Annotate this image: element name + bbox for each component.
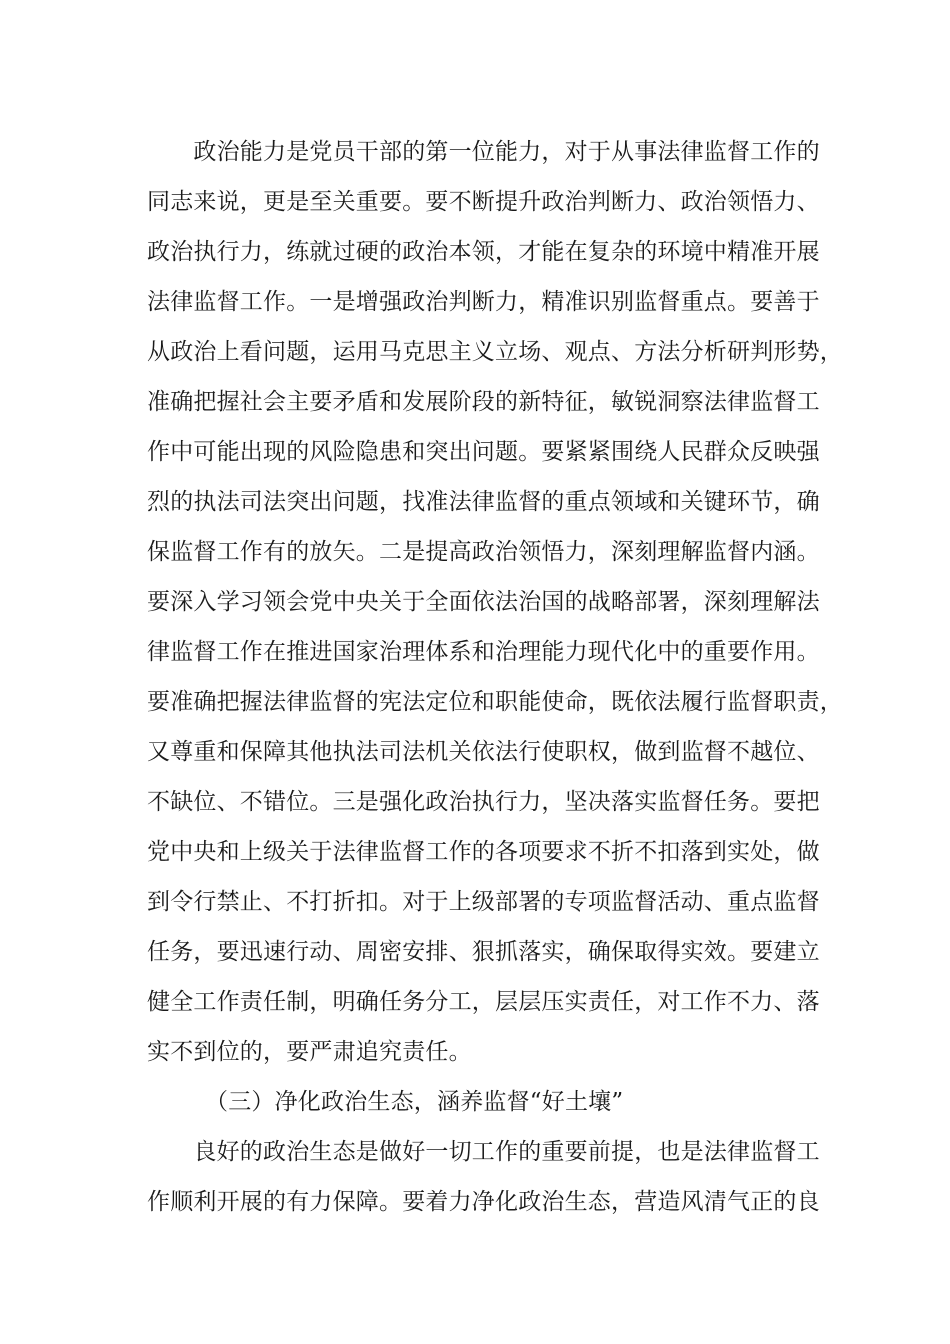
section-heading: （三）净化政治生态，涵养监督“好土壤”: [205, 1089, 624, 1115]
paragraph-line: 党中央和上级关于法律监督工作的各项要求不折不扣落到实处，做: [147, 839, 820, 865]
paragraph-line: 作顺利开展的有力保障。要着力净化政治生态，营造风清气正的良: [147, 1189, 820, 1215]
paragraph-line: 作中可能出现的风险隐患和突出问题。要紧紧围绕人民群众反映强: [147, 439, 820, 465]
paragraph-line: 到令行禁止、不打折扣。对于上级部署的专项监督活动、重点监督: [147, 889, 820, 915]
paragraph-line: 法律监督工作。一是增强政治判断力，精准识别监督重点。要善于: [147, 289, 820, 315]
paragraph-line: 实不到位的，要严肃追究责任。: [147, 1039, 472, 1065]
paragraph-line: 健全工作责任制，明确任务分工，层层压实责任，对工作不力、落: [147, 989, 820, 1015]
paragraph-line: 要深入学习领会党中央关于全面依法治国的战略部署，深刻理解法: [147, 589, 820, 615]
paragraph-line: 良好的政治生态是做好一切工作的重要前提，也是法律监督工: [147, 1139, 820, 1165]
paragraph-line: 又尊重和保障其他执法司法机关依法行使职权，做到监督不越位、: [147, 739, 820, 765]
paragraph-line: 政治执行力，练就过硬的政治本领，才能在复杂的环境中精准开展: [147, 239, 820, 265]
paragraph-line: 不缺位、不错位。三是强化政治执行力，坚决落实监督任务。要把: [147, 789, 820, 815]
paragraph-line: 律监督工作在推进国家治理体系和治理能力现代化中的重要作用。: [147, 639, 820, 665]
paragraph-line: 要准确把握法律监督的宪法定位和职能使命，既依法履行监督职责，: [147, 689, 843, 715]
paragraph-line: 从政治上看问题，运用马克思主义立场、观点、方法分析研判形势，: [147, 339, 843, 365]
paragraph-line: 同志来说，更是至关重要。要不断提升政治判断力、政治领悟力、: [147, 189, 820, 215]
paragraph-line: 准确把握社会主要矛盾和发展阶段的新特征，敏锐洞察法律监督工: [147, 389, 820, 415]
paragraph-line: 政治能力是党员干部的第一位能力，对于从事法律监督工作的: [147, 139, 820, 165]
paragraph-line: 任务，要迅速行动、周密安排、狠抓落实，确保取得实效。要建立: [147, 939, 820, 965]
paragraph-line: 保监督工作有的放矢。二是提高政治领悟力，深刻理解监督内涵。: [147, 539, 820, 565]
paragraph-line: 烈的执法司法突出问题，找准法律监督的重点领域和关键环节，确: [147, 489, 820, 515]
